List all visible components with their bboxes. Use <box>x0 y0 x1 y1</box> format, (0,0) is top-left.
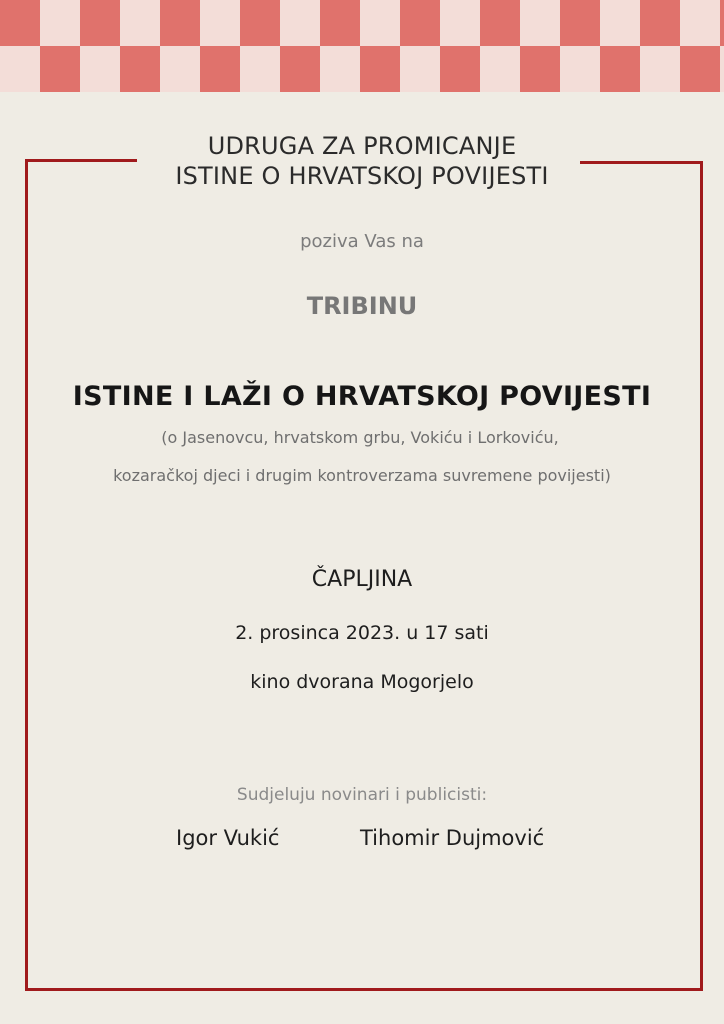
checker-square <box>640 46 680 92</box>
checker-square <box>160 0 200 46</box>
checker-square <box>520 46 560 92</box>
participant-name: Igor Vukić <box>176 826 280 850</box>
checker-square <box>200 0 240 46</box>
organizer-line-2: ISTINE O HRVATSKOJ POVIJESTI <box>175 162 549 190</box>
checker-square <box>480 0 520 46</box>
checker-square <box>320 46 360 92</box>
frame-bottom <box>25 988 703 991</box>
checker-square <box>40 46 80 92</box>
checker-square <box>680 0 720 46</box>
checker-square <box>80 0 120 46</box>
participants-label: Sudjeluju novinari i publicisti: <box>236 785 488 805</box>
checker-square <box>80 46 120 92</box>
checker-square <box>560 46 600 92</box>
checker-square <box>440 0 480 46</box>
checker-square <box>360 46 400 92</box>
subtitle-line-2: kozaračkoj djeci i drugim kontroverzama suvremene povijesti) <box>113 466 611 485</box>
checker-square <box>280 0 320 46</box>
subtitle-line-1: (o Jasenovcu, hrvatskom grbu, Vokiću i Lorkoviću, <box>161 428 559 447</box>
checker-square <box>520 0 560 46</box>
checkerboard-header-pattern <box>0 0 724 92</box>
checker-square <box>680 46 720 92</box>
event-title: ISTINE I LAŽI O HRVATSKOJ POVIJESTI <box>72 381 652 412</box>
checker-square <box>400 46 440 92</box>
checker-square <box>720 46 724 92</box>
checker-square <box>280 46 320 92</box>
event-type: TRIBINU <box>306 292 418 320</box>
checker-square <box>640 0 680 46</box>
checker-square <box>440 46 480 92</box>
event-venue: kino dvorana Mogorjelo <box>250 671 474 693</box>
checker-square <box>560 0 600 46</box>
checker-square <box>480 46 520 92</box>
checker-square <box>720 0 724 46</box>
checker-square <box>120 46 160 92</box>
checker-square <box>240 0 280 46</box>
checker-square <box>120 0 160 46</box>
checker-square <box>240 46 280 92</box>
checker-square <box>40 0 80 46</box>
participant-name: Tihomir Dujmović <box>360 826 545 850</box>
event-datetime: 2. prosinca 2023. u 17 sati <box>235 622 489 644</box>
checker-square <box>360 0 400 46</box>
organizer-line-1: UDRUGA ZA PROMICANJE <box>207 132 517 160</box>
checker-square <box>320 0 360 46</box>
checker-square <box>600 46 640 92</box>
checker-square <box>0 46 40 92</box>
checker-square <box>0 0 40 46</box>
checker-square <box>600 0 640 46</box>
event-city: ČAPLJINA <box>311 567 413 592</box>
checker-square <box>400 0 440 46</box>
checker-square <box>200 46 240 92</box>
organizer-name <box>0 131 724 191</box>
invite-text: poziva Vas na <box>300 231 424 252</box>
checker-square <box>160 46 200 92</box>
